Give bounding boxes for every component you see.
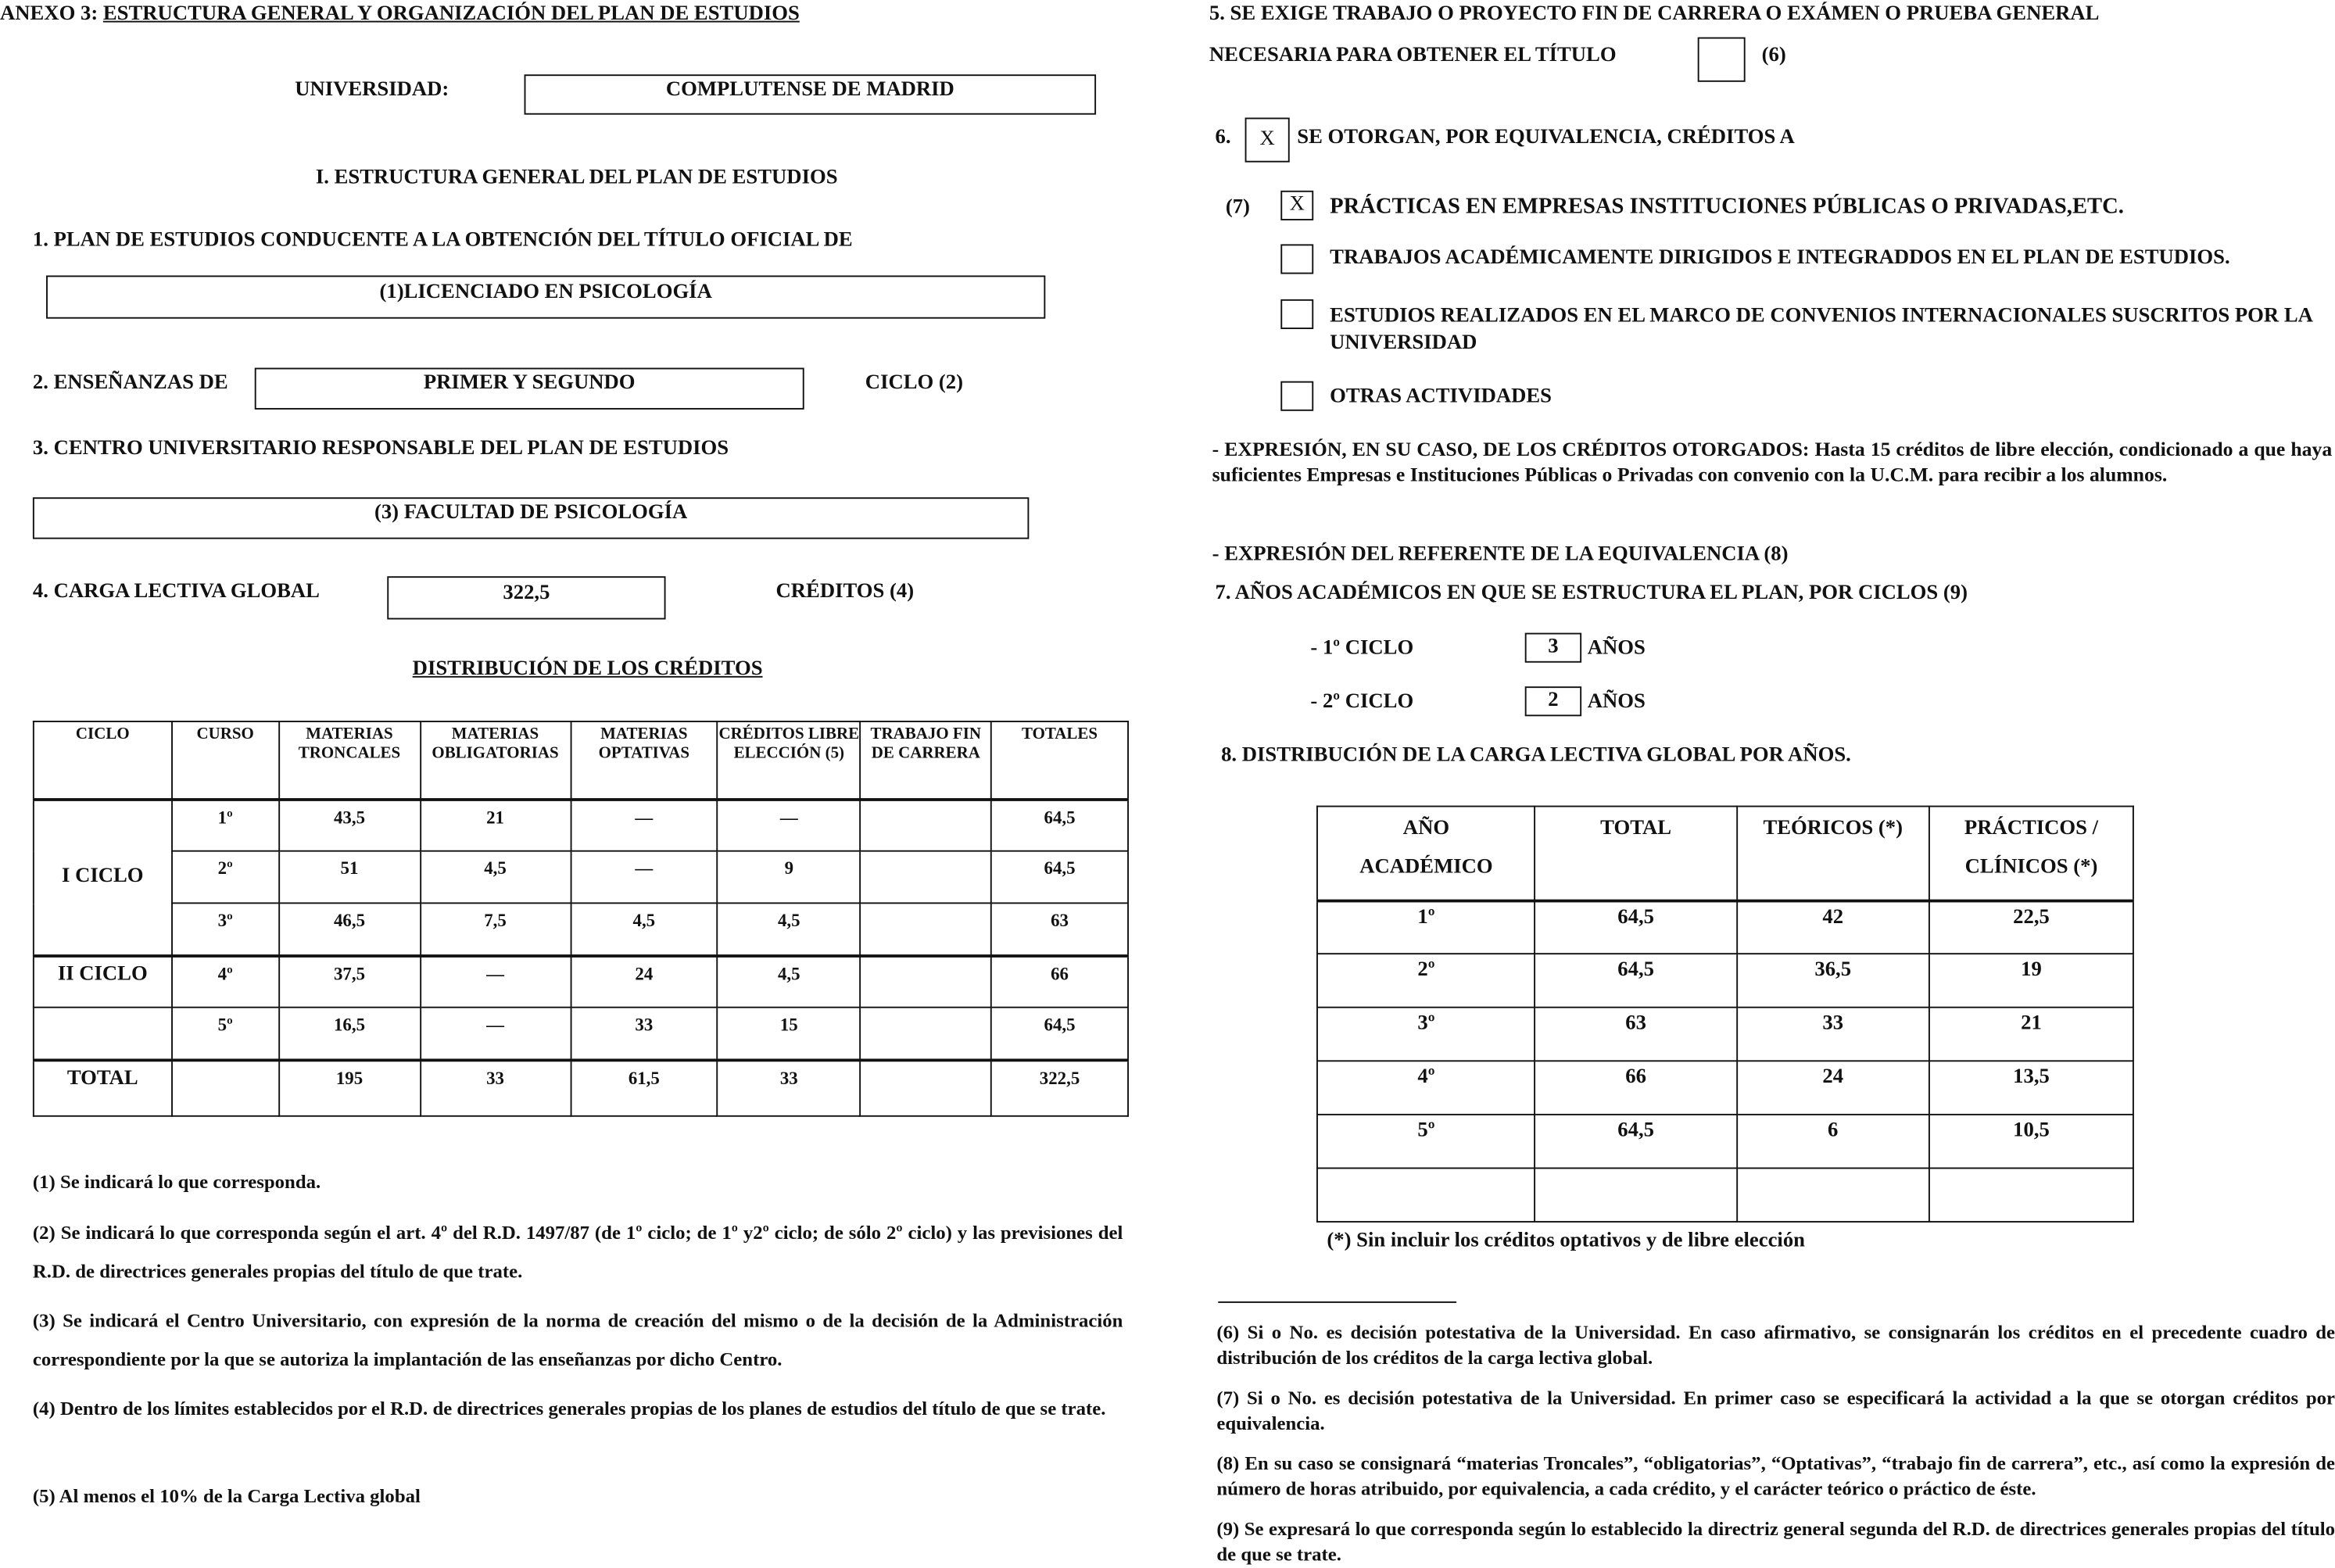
table-cell: 3º [1317, 1008, 1535, 1061]
footnote-2: (2) Se indicará lo que corresponda según el art. 4º del R.D. 1497/87 (de 1º ciclo; de 1º y2º ciclo; de sólo 2º ciclo) y las previsiones del R.D. de directrices generales propias del título de que trate. [32, 1221, 1123, 1283]
center-value: (3) FACULTAD DE PSICOLOGÍA [374, 501, 688, 524]
table-cell: 64,5 [991, 799, 1128, 851]
table-cell: 7,5 [420, 903, 570, 955]
item4-label: 4. CARGA LECTIVA GLOBAL [32, 580, 320, 603]
total-label-cell: TOTAL [34, 1059, 172, 1115]
center-field [33, 497, 1029, 539]
table-cell: 2º [1317, 954, 1535, 1008]
trabajos-checkbox[interactable] [1280, 244, 1313, 274]
col-teoricos: TEÓRICOS (*) [1736, 807, 1929, 900]
table-cell: 19 [1929, 954, 2133, 1008]
cycle-cell: I CICLO [34, 799, 172, 955]
cycle1-unit: AÑOS [1587, 637, 1646, 660]
item5-line1: 5. SE EXIGE TRABAJO O PROYECTO FIN DE CARRERA O EXÁMEN O PRUEBA GENERAL [1209, 2, 2100, 26]
table-cell: 24 [571, 955, 718, 1008]
table-cell [34, 1008, 172, 1060]
university-value: COMPLUTENSE DE MADRID [665, 78, 954, 102]
table-cell: — [420, 1008, 570, 1060]
col-total: TOTAL [1535, 807, 1736, 900]
cycles-field [255, 368, 804, 410]
table-row [34, 1008, 1128, 1060]
item3-label: 3. CENTRO UNIVERSITARIO RESPONSABLE DEL PLAN DE ESTUDIOS [32, 438, 729, 460]
table-cell: 1º [172, 799, 279, 851]
table-cell: 64,5 [1535, 954, 1736, 1008]
col-trabajo-fin: TRABAJO FIN DE CARRERA [861, 721, 991, 799]
table-cell: 51 [279, 851, 421, 904]
cycle-cell: II CICLO [34, 955, 172, 1008]
final-project-checkbox[interactable] [1698, 38, 1746, 82]
practicas-label: PRÁCTICAS EN EMPRESAS INSTITUCIONES PÚBLICAS O PRIVADAS,ETC. [1330, 195, 2124, 220]
credits-expression-label: - EXPRESIÓN, EN SU CASO, DE LOS CRÉDITOS OTORGADOS: [1212, 438, 1810, 460]
item7-label: 7. AÑOS ACADÉMICOS EN QUE SE ESTRUCTURA EL PLAN, POR CICLOS (9) [1215, 582, 1968, 605]
item5-note: (6) [1761, 45, 1786, 67]
years-table-header [1317, 807, 2133, 900]
table-row [1317, 1115, 2133, 1169]
university-field [525, 74, 1097, 114]
table-cell: 2º [172, 851, 279, 904]
table-cell [172, 1059, 279, 1115]
years-table-note: (*) Sin incluir los créditos optativos y de libre elección [1327, 1230, 1806, 1253]
table-cell: 4º [1317, 1061, 1535, 1115]
table-cell [861, 799, 991, 851]
table-cell: 22,5 [1929, 900, 2133, 954]
table-cell: 4º [172, 955, 279, 1008]
annex-heading [0, 3, 800, 27]
otras-label: OTRAS ACTIVIDADES [1330, 385, 1552, 408]
annex-title: ESTRUCTURA GENERAL Y ORGANIZACIÓN DEL PLAN DE ESTUDIOS [102, 2, 800, 26]
total-credits-field [387, 576, 665, 619]
table-cell: 37,5 [279, 955, 421, 1008]
table-cell: 15 [718, 1008, 861, 1060]
footnote-9: (9) Se expresará lo que corresponda según lo establecido la directriz general segunda del R.D. de directrices generales propias del título de que se trate. [1216, 1517, 2335, 1566]
annex-prefix: ANEXO 3: [0, 2, 103, 26]
item2-suffix: CICLO (2) [865, 372, 964, 395]
equivalence-checkbox[interactable]: X [1245, 117, 1290, 162]
cycle1-years-value: 3 [1548, 635, 1559, 659]
table-cell: 33 [718, 1059, 861, 1115]
table-cell: 322,5 [991, 1059, 1128, 1115]
table-row [1317, 1008, 2133, 1061]
footnote-separator [1218, 1301, 1456, 1303]
trabajos-label: TRABAJOS ACADÉMICAMENTE DIRIGIDOS E INTEGRADDOS EN EL PLAN DE ESTUDIOS. [1330, 247, 2230, 270]
years-table [1316, 806, 2134, 1223]
item5-line2: NECESARIA PARA OBTENER EL TÍTULO [1209, 45, 1617, 67]
table-cell: 64,5 [991, 851, 1128, 904]
table-row [1317, 900, 2133, 954]
footnote-5: (5) Al menos el 10% de la Carga Lectiva global [32, 1484, 421, 1507]
col-practicos: PRÁCTICOS / CLÍNICOS (*) [1929, 807, 2133, 900]
table-cell: 33 [571, 1008, 718, 1060]
table-cell: 4,5 [718, 955, 861, 1008]
table-cell: 21 [1929, 1008, 2133, 1061]
table-cell: 64,5 [991, 1008, 1128, 1060]
referent-expression: - EXPRESIÓN DEL REFERENTE DE LA EQUIVALENCIA (8) [1212, 543, 1789, 566]
col-obligatorias: MATERIAS OBLIGATORIAS [420, 721, 570, 799]
estudios-checkbox[interactable] [1280, 299, 1313, 329]
credits-table-header [34, 721, 1128, 799]
col-troncales: MATERIAS TRONCALES [279, 721, 421, 799]
degree-title-value: (1)LICENCIADO EN PSICOLOGÍA [379, 281, 712, 304]
cycle1-label: - 1º CICLO [1310, 637, 1414, 660]
table-row [1317, 954, 2133, 1008]
table-cell [861, 851, 991, 904]
table-cell: 66 [991, 955, 1128, 1008]
item6-options-note: (7) [1225, 196, 1250, 220]
credits-expression [1212, 436, 2333, 487]
item1-label: 1. PLAN DE ESTUDIOS CONDUCENTE A LA OBTENCIÓN DEL TÍTULO OFICIAL DE [32, 229, 853, 252]
table-row [1317, 1061, 2133, 1115]
section-title: I. ESTRUCTURA GENERAL DEL PLAN DE ESTUDIOS [315, 166, 838, 189]
cycle2-years-field [1525, 686, 1581, 716]
footnote-3: (3) Se indicará el Centro Universitario, con expresión de la norma de creación del mismo o de la decisión de la Administración correspondiente por la que se autoriza la implantación de las enseñanzas por dicho Centro. [32, 1308, 1123, 1370]
table-cell: 63 [1535, 1008, 1736, 1061]
table-cell: — [420, 955, 570, 1008]
footnote-7: (7) Si o No. es decisión potestativa de la Universidad. En primer caso se especificará la actividad a la que se otorgan créditos por equivalencia. [1216, 1386, 2335, 1434]
item6-label: SE OTORGAN, POR EQUIVALENCIA, CRÉDITOS A [1297, 126, 1795, 149]
footnote-8: (8) En su caso se consignará “materias Troncales”, “obligatorias”, “Optativas”, “trabajo fin de carrera”, etc., así como la expresión de número de horas atribuido, por equivalencia, a cada crédito, y el carácter teórico o práctico de éste. [1216, 1452, 2335, 1500]
table-cell: 36,5 [1736, 954, 1929, 1008]
table-row [34, 799, 1128, 851]
table-cell: 5º [172, 1008, 279, 1060]
table-cell: 63 [991, 903, 1128, 955]
table-cell: — [571, 851, 718, 904]
table-cell [1929, 1168, 2133, 1222]
col-totales: TOTALES [991, 721, 1128, 799]
table-row [34, 851, 1128, 904]
cycle2-years-value: 2 [1548, 689, 1559, 712]
cycle2-unit: AÑOS [1587, 690, 1646, 714]
footnote-6: (6) Si o No. es decisión potestativa de la Universidad. En caso afirmativo, se consignarán los créditos en el precedente cuadro de distribución de los créditos de la carga lectiva global. [1216, 1320, 2335, 1369]
table-cell: 61,5 [571, 1059, 718, 1115]
table-cell: 1º [1317, 900, 1535, 954]
table-cell: 5º [1317, 1115, 1535, 1169]
col-curso: CURSO [172, 721, 279, 799]
table-cell: 195 [279, 1059, 421, 1115]
table-cell: 4,5 [571, 903, 718, 955]
credits-expression-text: Hasta 15 créditos de libre elección, condicionado a que haya suficientes Empresas e Instituciones Públicas o Privadas con convenio con la U.C.M. para recibir a los alumnos. [1212, 438, 2333, 486]
table-cell: 64,5 [1535, 900, 1736, 954]
table-cell [1317, 1168, 1535, 1222]
cycle1-years-field [1525, 633, 1581, 663]
footnote-4: (4) Dentro de los límites establecidos por el R.D. de directrices generales propias de los planes de estudios del título de que se trate. [32, 1396, 1106, 1419]
table-total-row [34, 1059, 1128, 1115]
table-cell: 33 [420, 1059, 570, 1115]
item8-label: 8. DISTRIBUCIÓN DE LA CARGA LECTIVA GLOBAL POR AÑOS. [1221, 744, 1851, 768]
cycles-value: PRIMER Y SEGUNDO [423, 372, 636, 395]
table-cell [861, 1008, 991, 1060]
table-cell [861, 955, 991, 1008]
col-optativas: MATERIAS OPTATIVAS [571, 721, 718, 799]
table-cell: 4,5 [718, 903, 861, 955]
table-cell: 6 [1736, 1115, 1929, 1169]
otras-checkbox[interactable] [1280, 381, 1313, 411]
practicas-checkbox[interactable]: X [1280, 191, 1313, 220]
table-cell: 43,5 [279, 799, 421, 851]
distribution-title: DISTRIBUCIÓN DE LOS CRÉDITOS [412, 658, 763, 681]
table-cell [1535, 1168, 1736, 1222]
table-cell: 3º [172, 903, 279, 955]
table-cell [1736, 1168, 1929, 1222]
table-row [34, 955, 1128, 1008]
col-libre-eleccion: CRÉDITOS LIBRE ELECCIÓN (5) [718, 721, 861, 799]
table-cell: 9 [718, 851, 861, 904]
table-cell: 42 [1736, 900, 1929, 954]
table-cell: 10,5 [1929, 1115, 2133, 1169]
table-cell [861, 903, 991, 955]
item6-number: 6. [1215, 126, 1231, 149]
table-cell: 66 [1535, 1061, 1736, 1115]
table-cell: 13,5 [1929, 1061, 2133, 1115]
degree-title-field [46, 275, 1045, 318]
table-cell: 64,5 [1535, 1115, 1736, 1169]
item2-label: 2. ENSEÑANZAS DE [32, 372, 228, 395]
table-cell: — [571, 799, 718, 851]
table-cell: 21 [420, 799, 570, 851]
table-cell: 24 [1736, 1061, 1929, 1115]
estudios-label: ESTUDIOS REALIZADOS EN EL MARCO DE CONVENIOS INTERNACIONALES SUSCRITOS POR LA UNIVERSIDAD [1330, 305, 2312, 355]
item4-suffix: CRÉDITOS (4) [775, 580, 915, 603]
table-cell: 4,5 [420, 851, 570, 904]
table-cell: 46,5 [279, 903, 421, 955]
table-cell [861, 1059, 991, 1115]
table-cell: 33 [1736, 1008, 1929, 1061]
university-label: UNIVERSIDAD: [295, 78, 449, 102]
col-ano-academico: AÑO ACADÉMICO [1317, 807, 1535, 900]
table-cell: 16,5 [279, 1008, 421, 1060]
total-credits-value: 322,5 [503, 582, 550, 605]
table-row [1317, 1168, 2133, 1222]
cycle2-label: - 2º CICLO [1310, 690, 1414, 714]
col-ciclo: CICLO [34, 721, 172, 799]
footnote-1: (1) Se indicará lo que corresponda. [32, 1170, 321, 1193]
table-row [34, 903, 1128, 955]
credits-table [33, 721, 1129, 1117]
table-cell: — [718, 799, 861, 851]
